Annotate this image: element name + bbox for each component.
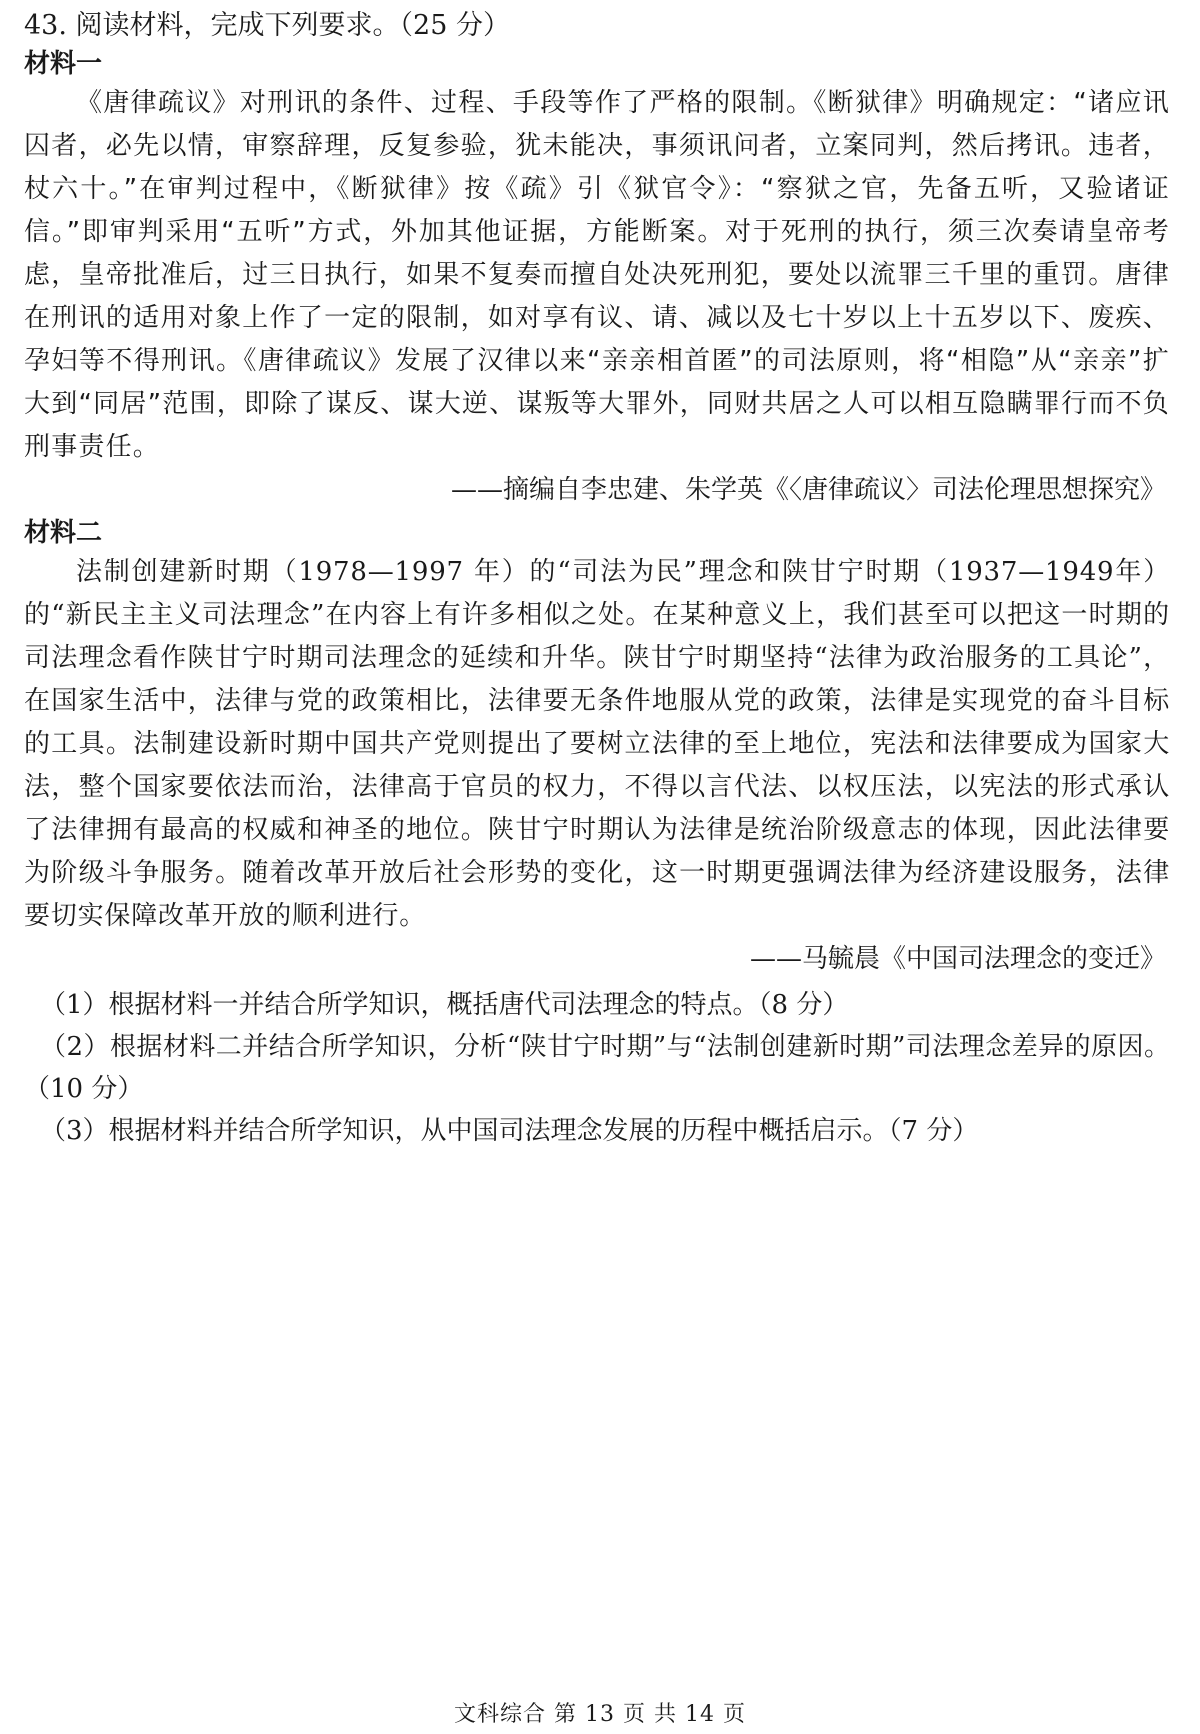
material2-source: ——马毓晨《中国司法理念的变迁》 [749,944,1166,974]
material1-text: 《唐律疏议》对刑讯的条件、过程、手段等作了严格的限制。《断狱律》明确规定：“诸应讯囚者，必先以情，审察辞理，反复参验，犹未能决，事须讯问者，立案同判，然后拷讯。违者，杖六十。”在审判过程中，《断狱律》按《疏》引《狱官令》：“察狱之官，先备五听，又验诸证信。”即审判采用“五听”方式，外加其他证据，方能断案。对于死刑的执行，须三次奏请皇帝考虑，皇帝批准后，过三日执行，如果不复奏而擅自处决死刑犯，要处以流罪三千里的重罚。唐律在刑讯的适用对象上作了一定的限制，如对享有议、请、减以及七十岁以上十五岁以下、废疾、孕妇等不得刑讯。《唐律疏议》发展了汉律以来“亲亲相首匿”的司法原则，将“相隐”从“亲亲”扩大到“同居”范围，即除了谋反、谋大逆、谋叛等大罪外，同财共居之人可以相互隐瞒罪行而不负刑事责任。 [24,88,1170,462]
sub-question-text: 根据材料二并结合所学知识，分析“陕甘宁时期”与“法制创建新时期”司法理念差异的原因。（10 分） [24,1032,1171,1104]
sub-question-3 [24,1110,1170,1152]
page-footer: 文科综合 第 13 页 共 14 页 [454,1702,746,1727]
sub-question-text: 根据材料并结合所学知识，从中国司法理念发展的历程中概括启示。（7 分） [108,1116,979,1146]
material1-title: 材料一 [24,49,103,79]
exam-page [24,6,1170,1152]
sub-question-number: （2） [40,1032,110,1062]
sub-question-text: 根据材料一并结合所学知识，概括唐代司法理念的特点。（8 分） [108,990,849,1020]
question-header: 43. 阅读材料，完成下列要求。（25 分） [24,10,510,41]
sub-question-1 [24,984,1170,1026]
sub-question-number: （3） [40,1116,109,1146]
material2-text: 法制创建新时期（1978—1997 年）的“司法为民”理念和陕甘宁时期（1937—1949年）的“新民主主义司法理念”在内容上有许多相似之处。在某种意义上，我们甚至可以把这一时期的司法理念看作陕甘宁时期司法理念的延续和升华。陕甘宁时期坚持“法律为政治服务的工具论”，在国家生活中，法律与党的政策相比，法律要无条件地服从党的政策，法律是实现党的奋斗目标的工具。法制建设新时期中国共产党则提出了要树立法律的至上地位，宪法和法律要成为国家大法，整个国家要依法而治，法律高于官员的权力，不得以言代法、以权压法，以宪法的形式承认了法律拥有最高的权威和神圣的地位。陕甘宁时期认为法律是统治阶级意志的体现，因此法律要为阶级斗争服务。随着改革开放后社会形势的变化，这一时期更强调法律为经济建设服务，法律要切实保障改革开放的顺利进行。 [24,557,1170,931]
material2-title: 材料二 [24,518,103,548]
sub-question-number: （1） [40,990,109,1020]
material1-source: ——摘编自李忠建、朱学英《〈唐律疏议〉司法伦理思想探究》 [450,475,1166,505]
sub-question-2 [24,1026,1170,1110]
